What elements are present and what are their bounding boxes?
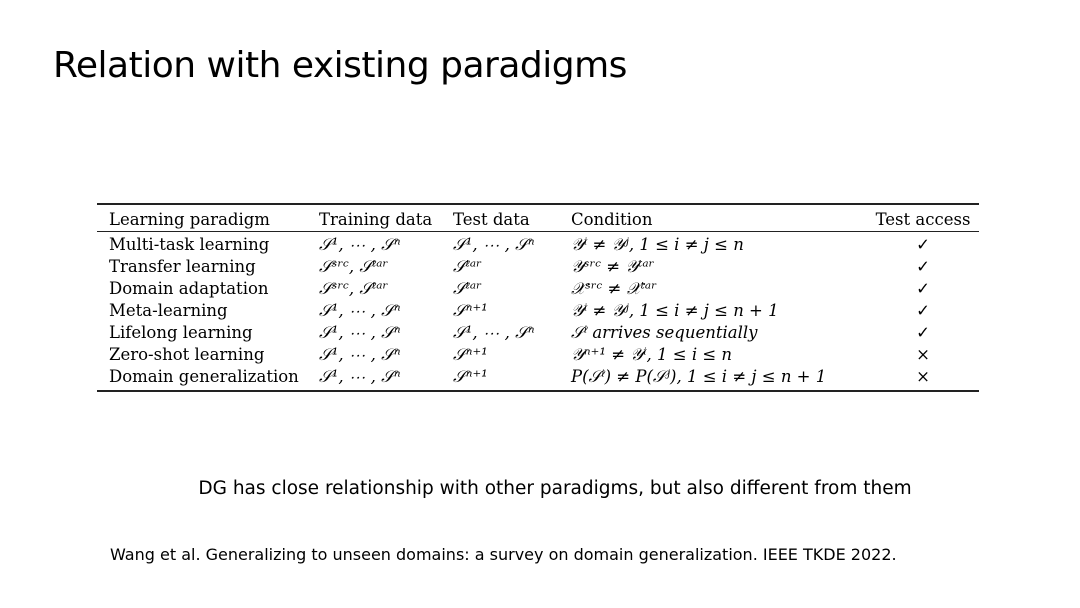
condition-cell: 𝒴ⁱ ≠ 𝒴ʲ, 1 ≤ i ≠ j ≤ n + 1 (571, 301, 779, 320)
table-row (97, 322, 979, 344)
header-test-access: Test access (875, 210, 971, 229)
paradigm-cell: Domain adaptation (109, 279, 269, 298)
test-data-cell: 𝒮ⁿ⁺¹ (453, 301, 488, 320)
training-data-cell: 𝒮¹, ⋯ , 𝒮ⁿ (319, 367, 401, 386)
paradigm-comparison-table (97, 203, 979, 392)
training-data-cell: 𝒮¹, ⋯ , 𝒮ⁿ (319, 235, 401, 254)
table-row (97, 256, 979, 278)
training-data-cell: 𝒮¹, ⋯ , 𝒮ⁿ (319, 323, 401, 342)
table-row (97, 366, 979, 392)
test-data-cell: 𝒮¹, ⋯ , 𝒮ⁿ (453, 323, 535, 342)
header-training-data: Training data (319, 210, 433, 229)
table-row (97, 278, 979, 300)
test-access-cell: ✓ (916, 235, 930, 254)
paradigm-table-container (97, 203, 979, 392)
slide-title: Relation with existing paradigms (53, 45, 627, 86)
paradigm-cell: Zero-shot learning (109, 345, 265, 364)
condition-cell: 𝒳ˢʳᶜ ≠ 𝒳ᵗᵃʳ (571, 279, 657, 298)
header-condition: Condition (571, 210, 653, 229)
condition-cell: P(𝒮ⁱ) ≠ P(𝒮ʲ), 1 ≤ i ≠ j ≤ n + 1 (571, 367, 827, 386)
training-data-cell: 𝒮¹, ⋯ , 𝒮ⁿ (319, 301, 401, 320)
test-access-cell: ✓ (916, 323, 930, 342)
training-data-cell: 𝒮ˢʳᶜ, 𝒮ᵗᵃʳ (319, 257, 389, 276)
test-data-cell: 𝒮ᵗᵃʳ (453, 257, 482, 276)
condition-cell: 𝒴ⁿ⁺¹ ≠ 𝒴ⁱ, 1 ≤ i ≤ n (571, 345, 733, 364)
training-data-cell: 𝒮ˢʳᶜ, 𝒮ᵗᵃʳ (319, 279, 389, 298)
test-data-cell: 𝒮ᵗᵃʳ (453, 279, 482, 298)
test-access-cell: × (916, 345, 930, 364)
header-learning-paradigm: Learning paradigm (109, 210, 270, 229)
test-data-cell: 𝒮¹, ⋯ , 𝒮ⁿ (453, 235, 535, 254)
slide-caption: DG has close relationship with other paradigms, but also different from them (198, 478, 912, 499)
table-body (97, 232, 979, 392)
table-header (97, 204, 979, 232)
test-access-cell: ✓ (916, 257, 930, 276)
test-access-cell: ✓ (916, 279, 930, 298)
header-row (97, 204, 979, 232)
paradigm-cell: Meta-learning (109, 301, 228, 320)
test-data-cell: 𝒮ⁿ⁺¹ (453, 367, 488, 386)
table-row (97, 344, 979, 366)
condition-cell: 𝒴ˢʳᶜ ≠ 𝒴ᵗᵃʳ (571, 257, 655, 276)
paradigm-cell: Domain generalization (109, 367, 299, 386)
paradigm-cell: Transfer learning (109, 257, 256, 276)
table-row (97, 300, 979, 322)
test-data-cell: 𝒮ⁿ⁺¹ (453, 345, 488, 364)
paradigm-cell: Lifelong learning (109, 323, 253, 342)
header-test-data: Test data (453, 210, 530, 229)
paradigm-cell: Multi-task learning (109, 235, 270, 254)
training-data-cell: 𝒮¹, ⋯ , 𝒮ⁿ (319, 345, 401, 364)
condition-cell: 𝒴ⁱ ≠ 𝒴ʲ, 1 ≤ i ≠ j ≤ n (571, 235, 744, 254)
test-access-cell: ✓ (916, 301, 930, 320)
test-access-cell: × (916, 367, 930, 386)
table-row (97, 232, 979, 256)
condition-cell: 𝒮ⁱ arrives sequentially (571, 323, 758, 342)
citation-text: Wang et al. Generalizing to unseen domains: a survey on domain generalization. IEEE TKDE 2022. (110, 545, 897, 564)
